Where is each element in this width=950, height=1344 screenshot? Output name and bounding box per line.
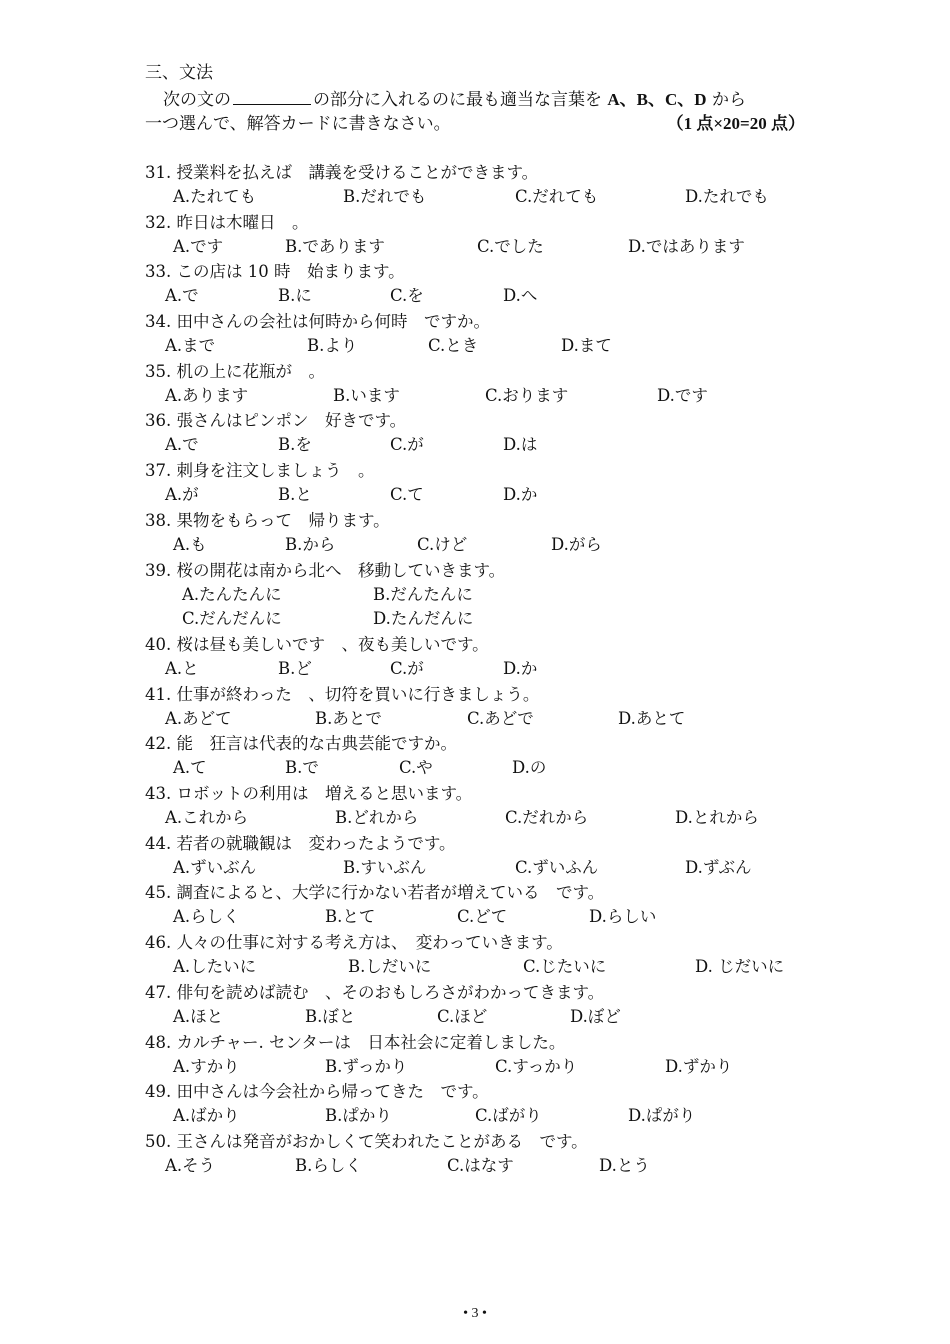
answer-option: C.を	[390, 286, 424, 306]
question-stem: 50. 王さんは発音がおかしくて笑われたことがある です。	[145, 1131, 588, 1151]
answer-option: D.か	[503, 659, 538, 678]
question-stem: 41. 仕事が終わった 、切符を買いに行きましょう。	[145, 684, 540, 704]
answer-option: A.も	[173, 534, 207, 554]
answer-option: A.て	[173, 758, 207, 778]
answer-option: C.はなす	[447, 1155, 514, 1175]
answer-option: B.ぱかり	[325, 1106, 392, 1126]
question-stem: 43. ロボットの利用は 増えると思います。	[145, 784, 473, 804]
answer-option: B.と	[278, 485, 312, 505]
instruction-tail: から	[706, 90, 746, 110]
question-item	[145, 982, 845, 1032]
answer-option: A.あどて	[165, 708, 232, 728]
answer-option: A.すかり	[173, 1056, 240, 1076]
question-stem: 31. 授業料を払えば 講義を受けることができます。	[145, 163, 539, 182]
section-title: 三、文法	[145, 63, 213, 83]
answer-option: C.ばがり	[475, 1106, 542, 1126]
answer-option: A.ずいぶん	[173, 857, 257, 877]
answer-option: B.から	[285, 534, 336, 554]
answer-option: A.らしく	[173, 907, 240, 927]
answer-option: D.たれでも	[685, 187, 769, 206]
question-stem: 36. 張さんはピンポン 好きです。	[145, 411, 407, 431]
question-item	[145, 560, 845, 635]
question-item	[145, 1131, 845, 1181]
answer-option: D.の	[512, 758, 547, 778]
answer-option: B.で	[285, 758, 319, 778]
answer-option: B.であります	[285, 236, 385, 256]
answer-option: C.じたいに	[523, 957, 607, 977]
question-stem: 33. この店は 10 時 始まります。	[145, 262, 405, 282]
answer-option: B.らしく	[295, 1155, 362, 1175]
answer-option: A.ばかり	[173, 1106, 240, 1126]
question-item	[145, 1081, 845, 1131]
score-note: （1 点×20=20 点）	[666, 114, 805, 133]
question-stem: 38. 果物をもらって 帰ります。	[145, 510, 390, 530]
answer-option: B.ずっかり	[325, 1056, 408, 1076]
answer-option: B.だんたんに	[373, 584, 473, 604]
question-stem: 32. 昨日は木曜日 。	[145, 212, 309, 232]
question-stem: 39. 桜の開花は南から北へ 移動していきます。	[145, 560, 506, 580]
question-stem: 46. 人々の仕事に対する考え方は、 変わっていきます。	[145, 933, 563, 953]
question-stem: 40. 桜は昼も美しいです 、夜も美しいです。	[145, 635, 489, 654]
answer-option: C.どて	[457, 907, 508, 927]
answer-option: D.とれから	[675, 808, 759, 828]
question-stem: 45. 調査によると、大学に行かない若者が増えている です。	[145, 883, 605, 903]
question-item	[145, 261, 845, 311]
answer-option: B.ぼと	[305, 1006, 356, 1026]
page-number: • 3 •	[463, 1306, 487, 1321]
answer-option: C.ほど	[437, 1006, 488, 1026]
question-item	[145, 510, 845, 560]
answer-option: B.しだいに	[348, 957, 432, 977]
instruction-line-2	[145, 113, 805, 135]
question-stem: 48. カルチャー. センターは 日本社会に定着しました。	[145, 1032, 566, 1052]
question-item	[145, 833, 845, 883]
answer-option: B.だれでも	[343, 187, 427, 206]
question-item	[145, 212, 845, 262]
question-item	[145, 311, 845, 361]
answer-option: C.や	[399, 758, 433, 778]
answer-option: D.ずかり	[665, 1056, 733, 1076]
answer-option: D.ぱがり	[628, 1106, 696, 1126]
answer-option: A.が	[165, 485, 199, 505]
answer-option: C.けど	[417, 534, 468, 554]
answer-option: A.で	[165, 286, 199, 306]
answer-option: C.て	[390, 485, 424, 505]
instruction-post: の部分に入れるのに最も適当な言葉を	[313, 90, 608, 110]
answer-option: C.あどで	[467, 708, 534, 728]
answer-option: D.まて	[561, 336, 612, 356]
answer-option: D.あとて	[618, 708, 686, 728]
answer-option: C.おります	[485, 385, 569, 405]
question-item	[145, 684, 845, 734]
answer-option: A.で	[165, 435, 199, 455]
question-stem: 42. 能 狂言は代表的な古典芸能ですか。	[145, 734, 457, 754]
question-item	[145, 733, 845, 783]
answer-option: A.ほと	[173, 1006, 224, 1026]
answer-option: C.すっかり	[495, 1056, 578, 1076]
answer-option: B.に	[278, 286, 312, 306]
question-item	[145, 460, 845, 510]
question-item	[145, 1032, 845, 1082]
answer-option: D.へ	[503, 286, 538, 306]
instruction-pre: 次の文の	[163, 90, 231, 110]
answer-option: A.まで	[165, 336, 216, 356]
answer-option: C.が	[390, 659, 424, 678]
answer-option: C.だんだんに	[182, 608, 282, 628]
question-item	[145, 634, 845, 684]
answer-option: D.は	[503, 435, 538, 455]
answer-option: B.どれから	[335, 808, 419, 828]
answer-option: D.ぼど	[570, 1006, 621, 1026]
question-item	[145, 361, 845, 411]
answer-option: C.ずいふん	[515, 857, 599, 877]
instruction-line-1	[163, 88, 813, 111]
answer-option: A.これから	[165, 808, 249, 828]
answer-option: C.だれから	[505, 808, 589, 828]
answer-option: A.と	[165, 659, 199, 678]
question-item	[145, 410, 845, 460]
answer-option: D.か	[503, 485, 538, 505]
question-stem: 49. 田中さんは今会社から帰ってきた です。	[145, 1082, 489, 1102]
answer-option: D.がら	[551, 534, 602, 554]
answer-option: B.あとで	[315, 708, 382, 728]
instruction-line-2-text: 一つ選んで、解答カードに書きなさい。	[145, 114, 451, 134]
answer-option: A.あります	[165, 385, 249, 405]
blank-line	[233, 88, 311, 105]
answer-option: C.だれても	[515, 187, 599, 206]
choice-letters: A、B、C、D	[607, 90, 707, 109]
answer-option: D.です	[657, 385, 708, 405]
answer-option: B.より	[307, 336, 358, 356]
question-item	[145, 932, 845, 982]
question-stem: 35. 机の上に花瓶が 。	[145, 361, 325, 381]
question-stem: 34. 田中さんの会社は何時から何時 ですか。	[145, 312, 490, 332]
question-item	[145, 882, 845, 932]
answer-option: D. じだいに	[695, 957, 785, 977]
answer-option: B.を	[278, 435, 312, 455]
question-stem: 47. 俳句を読めば読む 、そのおもしろさがわかってきます。	[145, 982, 605, 1002]
answer-option: D.らしい	[589, 907, 657, 927]
answer-option: B.ど	[278, 659, 312, 678]
question-list	[145, 162, 845, 1181]
answer-option: D.ずぶん	[685, 857, 752, 877]
answer-option: C.とき	[428, 336, 479, 356]
question-stem: 44. 若者の就職観は 変わったようです。	[145, 833, 456, 853]
answer-option: C.でした	[477, 236, 544, 256]
answer-option: A.そう	[165, 1155, 216, 1175]
answer-option: B.とて	[325, 907, 376, 927]
answer-option: B.います	[333, 385, 400, 405]
answer-option: A.したいに	[173, 957, 257, 977]
question-item	[145, 783, 845, 833]
answer-option: D.たんだんに	[373, 608, 474, 628]
answer-option: C.が	[390, 435, 424, 455]
answer-option: A.です	[173, 236, 224, 256]
question-stem: 37. 刺身を注文しましょう 。	[145, 461, 375, 481]
answer-option: B.すいぶん	[343, 857, 427, 877]
answer-option: A.たれても	[173, 187, 257, 206]
answer-option: D.とう	[599, 1155, 650, 1175]
question-item	[145, 162, 845, 212]
answer-option: D.ではあります	[628, 236, 745, 256]
answer-option: A.たんたんに	[182, 584, 282, 604]
